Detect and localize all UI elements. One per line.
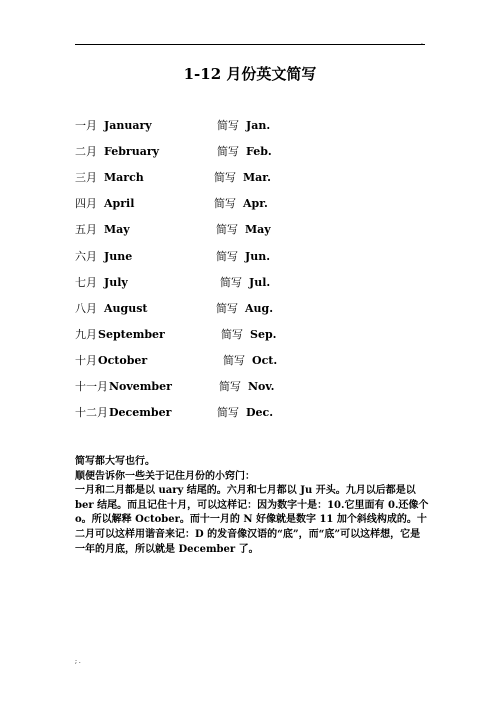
- abbr-value: Mar.: [243, 171, 271, 185]
- month-chinese-name: 十月: [75, 353, 97, 367]
- month-english-name: January: [104, 119, 152, 132]
- note-line: 顺便告诉你一些关于记住月份的小窍门：: [75, 470, 255, 482]
- month-row: [75, 301, 274, 317]
- abbr-label: 简写: [216, 223, 238, 237]
- abbr-value: May: [245, 223, 271, 237]
- month-chinese-name: 三月: [75, 171, 97, 185]
- month-english-name: February: [104, 145, 160, 159]
- month-abbreviation: [221, 327, 276, 343]
- month-abbreviation: [214, 196, 268, 212]
- abbr-value: Sep.: [250, 327, 277, 341]
- header-corner-mark: .: [421, 39, 423, 46]
- month-abbreviation: [217, 118, 270, 134]
- header-rule: [75, 44, 425, 45]
- month-abbreviation: [216, 249, 270, 265]
- month-abbreviation: [214, 170, 271, 186]
- abbr-label: 简写: [217, 119, 239, 132]
- month-chinese-name: 四月: [75, 197, 97, 211]
- abbr-label: 简写: [216, 249, 238, 263]
- month-abbreviation: [217, 144, 272, 160]
- abbr-value: Jun.: [245, 249, 271, 263]
- month-row: [75, 196, 268, 212]
- month-english-name: March: [104, 171, 144, 185]
- month-chinese-name: 五月: [75, 223, 97, 237]
- month-english-name: September: [98, 327, 165, 341]
- abbr-label: 简写: [214, 171, 236, 185]
- abbr-value: Aug.: [245, 301, 274, 315]
- abbr-value: Dec.: [246, 406, 274, 420]
- month-row: [75, 118, 271, 134]
- abbr-label: 简写: [217, 145, 239, 159]
- month-chinese-name: 七月: [75, 275, 97, 289]
- month-abbreviation: [216, 301, 273, 317]
- month-chinese-name: 十一月: [75, 380, 108, 393]
- month-row: [75, 379, 275, 395]
- note-line: 简写都大写也行。: [75, 456, 155, 467]
- month-english-name: May: [104, 223, 130, 237]
- month-english-name: December: [109, 406, 172, 420]
- month-chinese-name: 一月: [75, 119, 97, 132]
- abbr-label: 简写: [219, 380, 241, 393]
- abbr-value: Oct.: [252, 353, 278, 367]
- month-abbreviation: [223, 353, 277, 369]
- month-row: [75, 170, 271, 186]
- month-english-name: November: [109, 380, 172, 393]
- abbr-value: Jan.: [246, 119, 271, 132]
- abbr-value: Jul.: [249, 275, 271, 289]
- month-row: [75, 222, 271, 238]
- page-title: 1-12 月份英文简写: [183, 65, 317, 83]
- month-row: [75, 249, 271, 265]
- abbr-label: 简写: [216, 301, 238, 315]
- month-english-name: June: [104, 249, 133, 263]
- month-english-name: August: [104, 301, 148, 315]
- month-english-name: October: [98, 353, 148, 367]
- month-row: [75, 144, 272, 160]
- month-row: [75, 405, 274, 421]
- month-chinese-name: 九月: [75, 327, 97, 341]
- abbr-value: Apr.: [243, 197, 268, 211]
- month-row: [75, 327, 277, 343]
- footer-mark: ; .: [75, 658, 81, 665]
- notes-block: [75, 455, 430, 557]
- abbr-label: 简写: [223, 353, 245, 367]
- abbr-label: 简写: [217, 406, 239, 420]
- month-abbreviation: [217, 405, 273, 421]
- month-abbreviation: [216, 222, 271, 238]
- month-english-name: April: [104, 197, 135, 211]
- abbr-value: Nov.: [248, 380, 275, 393]
- month-chinese-name: 十二月: [75, 406, 108, 420]
- note-paragraph: 一月和二月都是以 uary 结尾的。六月和七月都以 Ju 开头。九月以后都是以 ber 结尾。而且记住十月，可以这样记：因为数字十是：10.它里面有 0.还像个 o。所以解释 October。而十一月的 N 好像就是数字 11 加个斜线构成的。十二月可以这样用谐音来记：D 的发音像汉语的“底”，而“底”可以这样想，它是一年的月底，所以就是 December 了。: [75, 485, 429, 555]
- month-abbreviation: [220, 275, 270, 291]
- month-row: [75, 275, 271, 291]
- month-abbreviation: [219, 379, 275, 395]
- abbr-label: 简写: [220, 275, 242, 289]
- month-english-name: July: [104, 275, 128, 289]
- abbr-label: 简写: [214, 197, 236, 211]
- month-chinese-name: 二月: [75, 145, 97, 159]
- abbr-value: Feb.: [246, 145, 272, 159]
- month-row: [75, 353, 278, 369]
- abbr-label: 简写: [221, 327, 243, 341]
- month-chinese-name: 八月: [75, 301, 97, 315]
- month-chinese-name: 六月: [75, 249, 97, 263]
